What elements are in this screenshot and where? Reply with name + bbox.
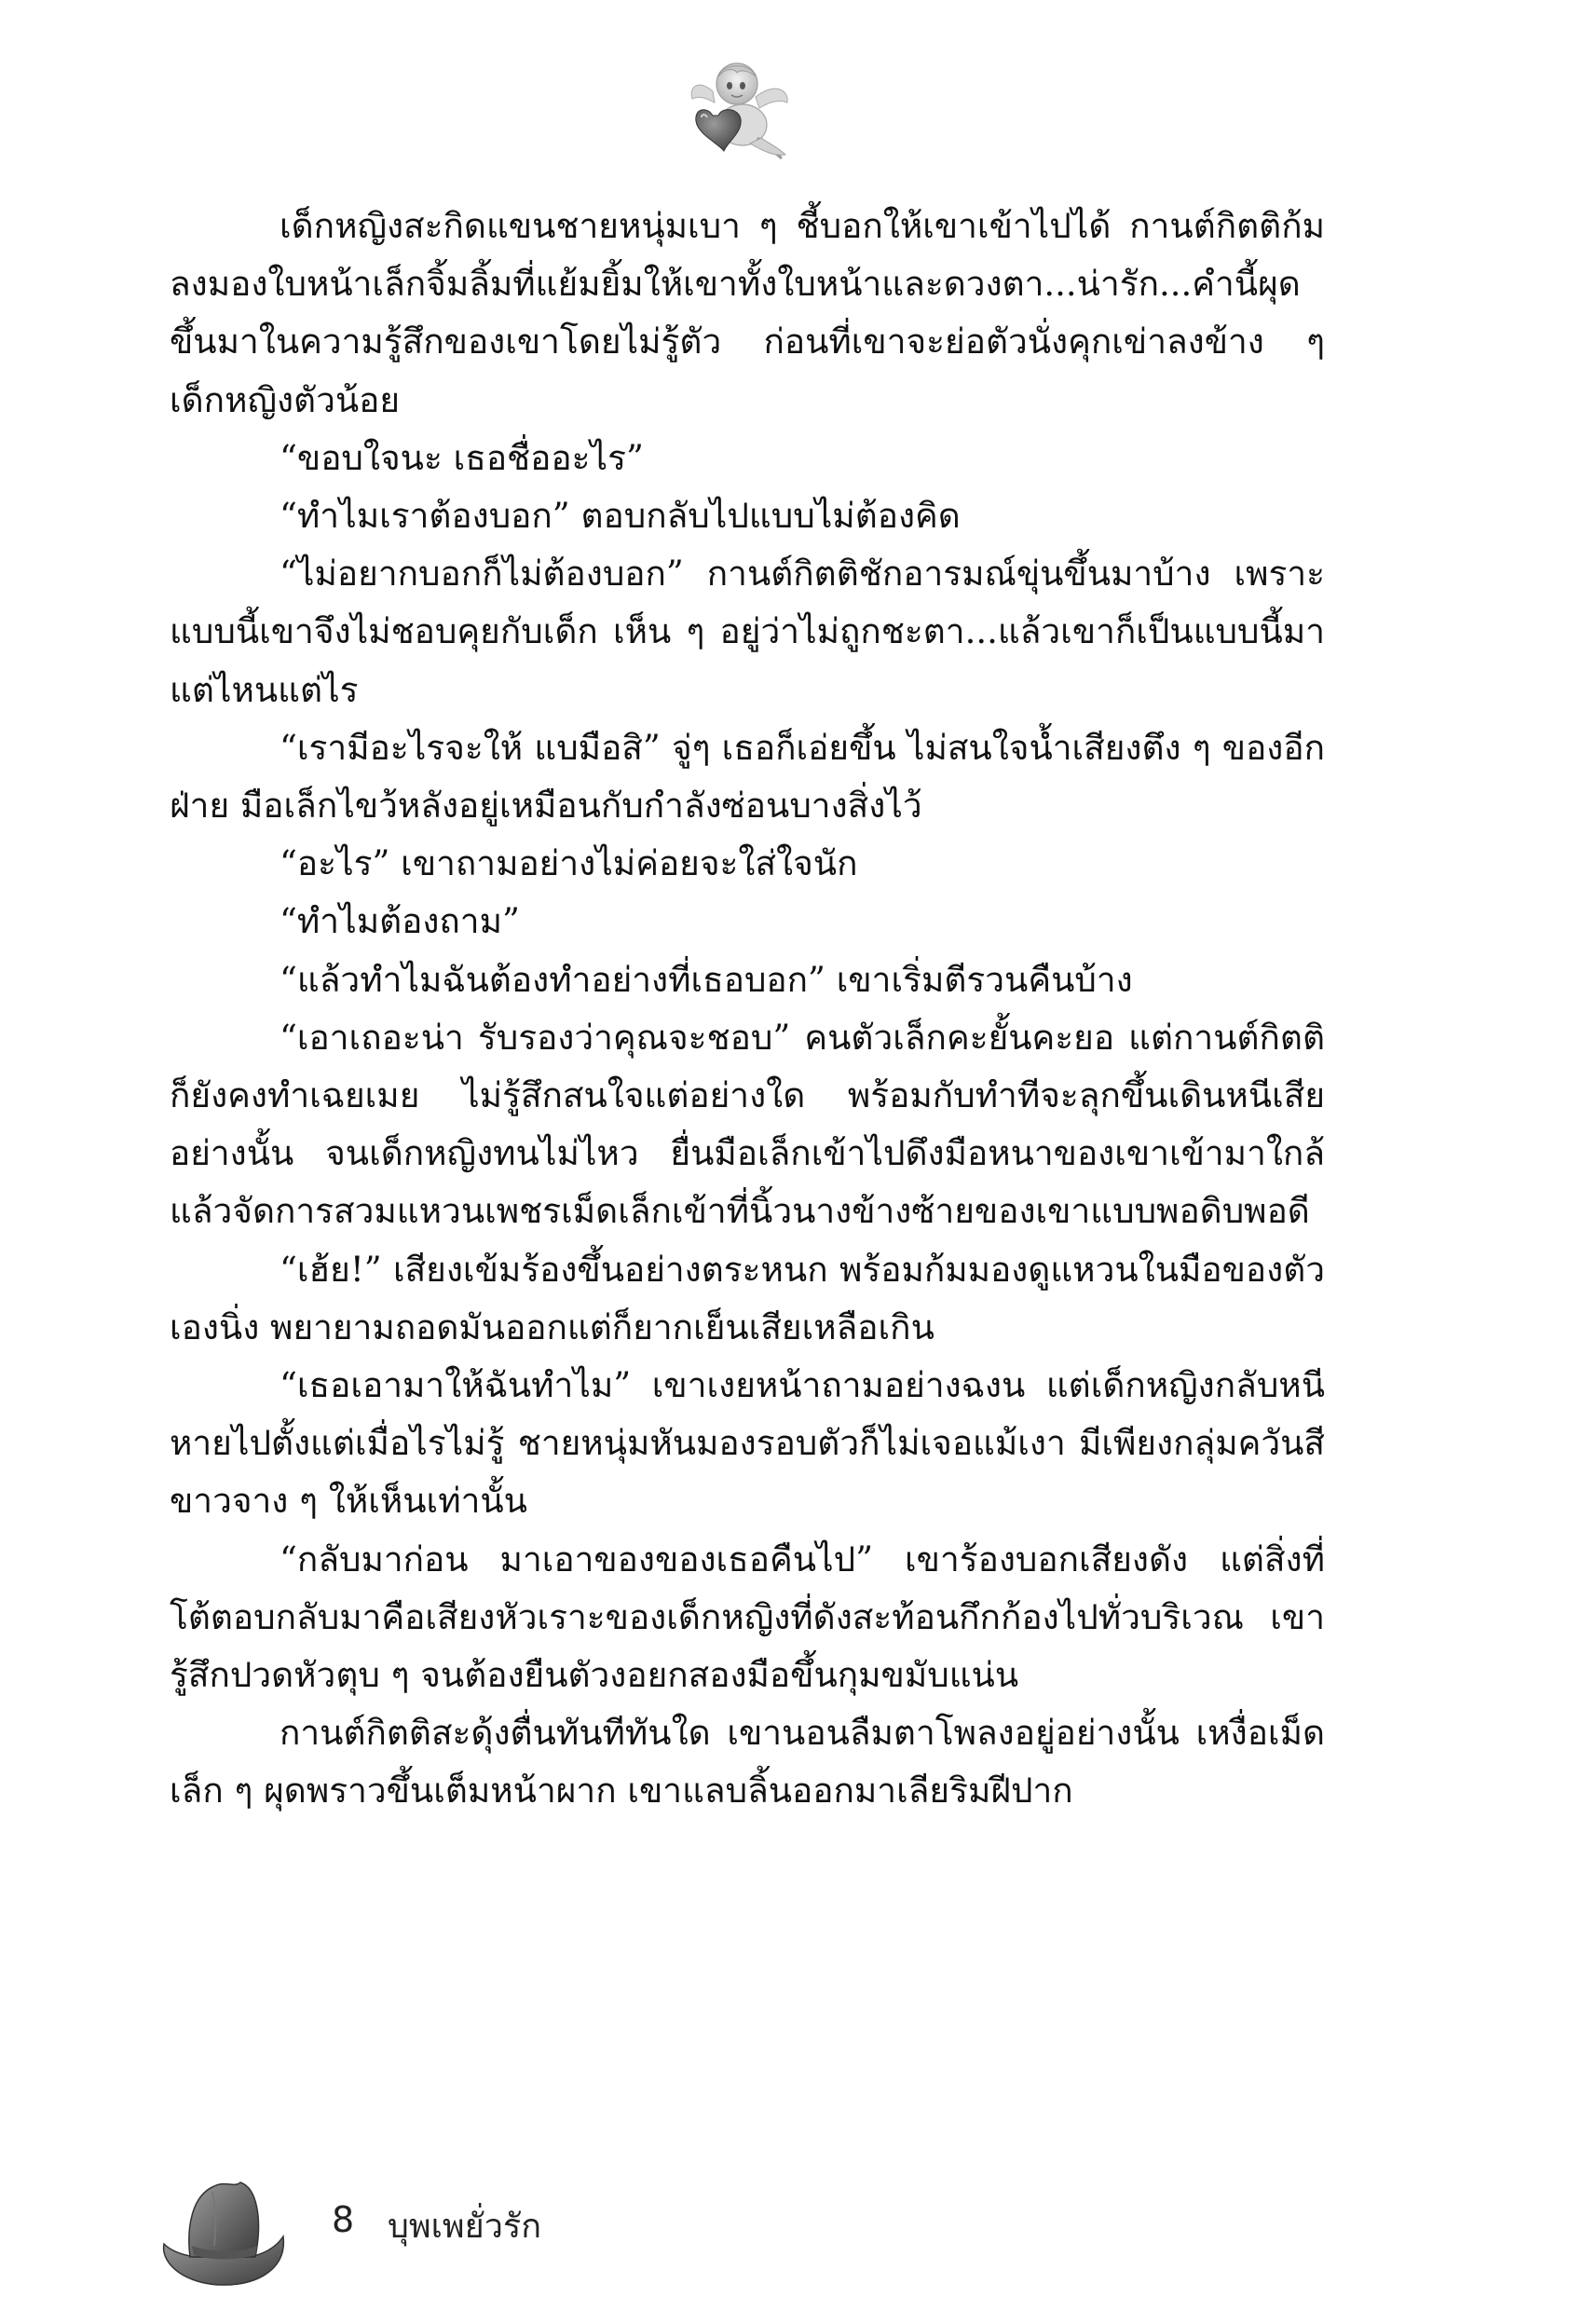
paragraph: “ทำไมต้องถาม”	[280, 901, 520, 942]
paragraph: “เธอเอามาให้ฉันทำไม” เขาเงยหน้าถามอย่างฉงน แต่เด็กหญิงกลับหนีหายไปตั้งแต่เมื่อไรไม่รู้ ชายหนุ่มหันมองรอบตัวก็ไม่เจอแม้เงา มีเพียงกลุ่มควันสีขาวจาง ๆ ให้เห็นเท่านั้น	[170, 1365, 1325, 1522]
paragraph: กานต์กิตติสะดุ้งตื่นทันทีทันใด เขานอนลืมตาโพลงอยู่อย่างนั้น เหงื่อเม็ดเล็ก ๆ ผุดพราวขึ้นเต็มหน้าผาก เขาแลบลิ้นออกมาเลียริมฝีปาก	[170, 1713, 1325, 1812]
paragraph: “เอาเถอะน่า รับรองว่าคุณจะชอบ” คนตัวเล็กคะยั้นคะยอ แต่กานต์กิตติก็ยังคงทำเฉยเมย ไม่รู้สึกสนใจแต่อย่างใด พร้อมกับทำทีจะลุกขึ้นเดินหนีเสียอย่างนั้น จนเด็กหญิงทนไม่ไหว ยื่นมือเล็กเข้าไปดึงมือหนาของเขาเข้ามาใกล้ แล้วจัดการสวมแหวนเพชรเม็ดเล็กเข้าที่นิ้วนางข้างซ้ายของเขาแบบพอดิบพอดี	[170, 1017, 1325, 1232]
paragraph: เด็กหญิงสะกิดแขนชายหนุ่มเบา ๆ ชี้บอกให้เขาเข้าไปได้ กานต์กิตติก้มลงมองใบหน้าเล็กจิ้มลิ้มที่แย้มยิ้มให้เขาทั้งใบหน้าและดวงตา...น่ารัก...คำนี้ผุดขึ้นมาในความรู้สึกของเขาโดยไม่รู้ตัว ก่อนที่เขาจะย่อตัวนั่งคุกเข่าลงข้าง ๆ เด็กหญิงตัวน้อย	[170, 206, 1325, 420]
cupid-with-heart-icon	[685, 54, 797, 166]
page-footer	[158, 2171, 811, 2302]
paragraph: “ทำไมเราต้องบอก” ตอบกลับไปแบบไม่ต้องคิด	[280, 496, 961, 537]
paragraph: “ไม่อยากบอกก็ไม่ต้องบอก” กานต์กิตติชักอารมณ์ขุ่นขึ้นมาบ้าง เพราะแบบนี้เขาจึงไม่ชอบคุยกับเด็ก เห็น ๆ อยู่ว่าไม่ถูกชะตา...แล้วเขาก็เป็นแบบนี้มาแต่ไหนแต่ไร	[170, 554, 1325, 710]
cowboy-hat-icon	[158, 2171, 289, 2292]
paragraph: “ขอบใจนะ เธอชื่ออะไร”	[280, 437, 644, 478]
book-title: บุพเพยั่วรัก	[388, 2208, 542, 2246]
paragraph: “กลับมาก่อน มาเอาของของเธอคืนไป” เขาร้องบอกเสียงดัง แต่สิ่งที่โต้ตอบกลับมาคือเสียงหัวเราะของเด็กหญิงที่ดังสะท้อนกึกก้องไปทั่วบริเวณ เขารู้สึกปวดหัวตุบ ๆ จนต้องยืนตัวงอยกสองมือขึ้นกุมขมับแน่น	[170, 1538, 1325, 1696]
story-text	[170, 198, 1325, 1821]
paragraph: “เฮ้ย!” เสียงเข้มร้องขึ้นอย่างตระหนก พร้อมก้มมองดูแหวนในมือของตัวเองนิ่ง พยายามถอดมันออกแต่ก็ยากเย็นเสียเหลือเกิน	[170, 1249, 1325, 1347]
paragraph: “แล้วทำไมฉันต้องทำอย่างที่เธอบอก” เขาเริ่มตีรวนคืนบ้าง	[280, 959, 1133, 1000]
page-number: 8	[332, 2199, 355, 2240]
paragraph: “เรามีอะไรจะให้ แบมือสิ” จู่ๆ เธอก็เอ่ยขึ้น ไม่สนใจน้ำเสียงตึง ๆ ของอีกฝ่าย มือเล็กไขว้หลังอยู่เหมือนกับกำลังซ่อนบางสิ่งไว้	[170, 727, 1325, 827]
paragraph: “อะไร” เขาถามอย่างไม่ค่อยจะใส่ใจนัก	[280, 843, 858, 884]
